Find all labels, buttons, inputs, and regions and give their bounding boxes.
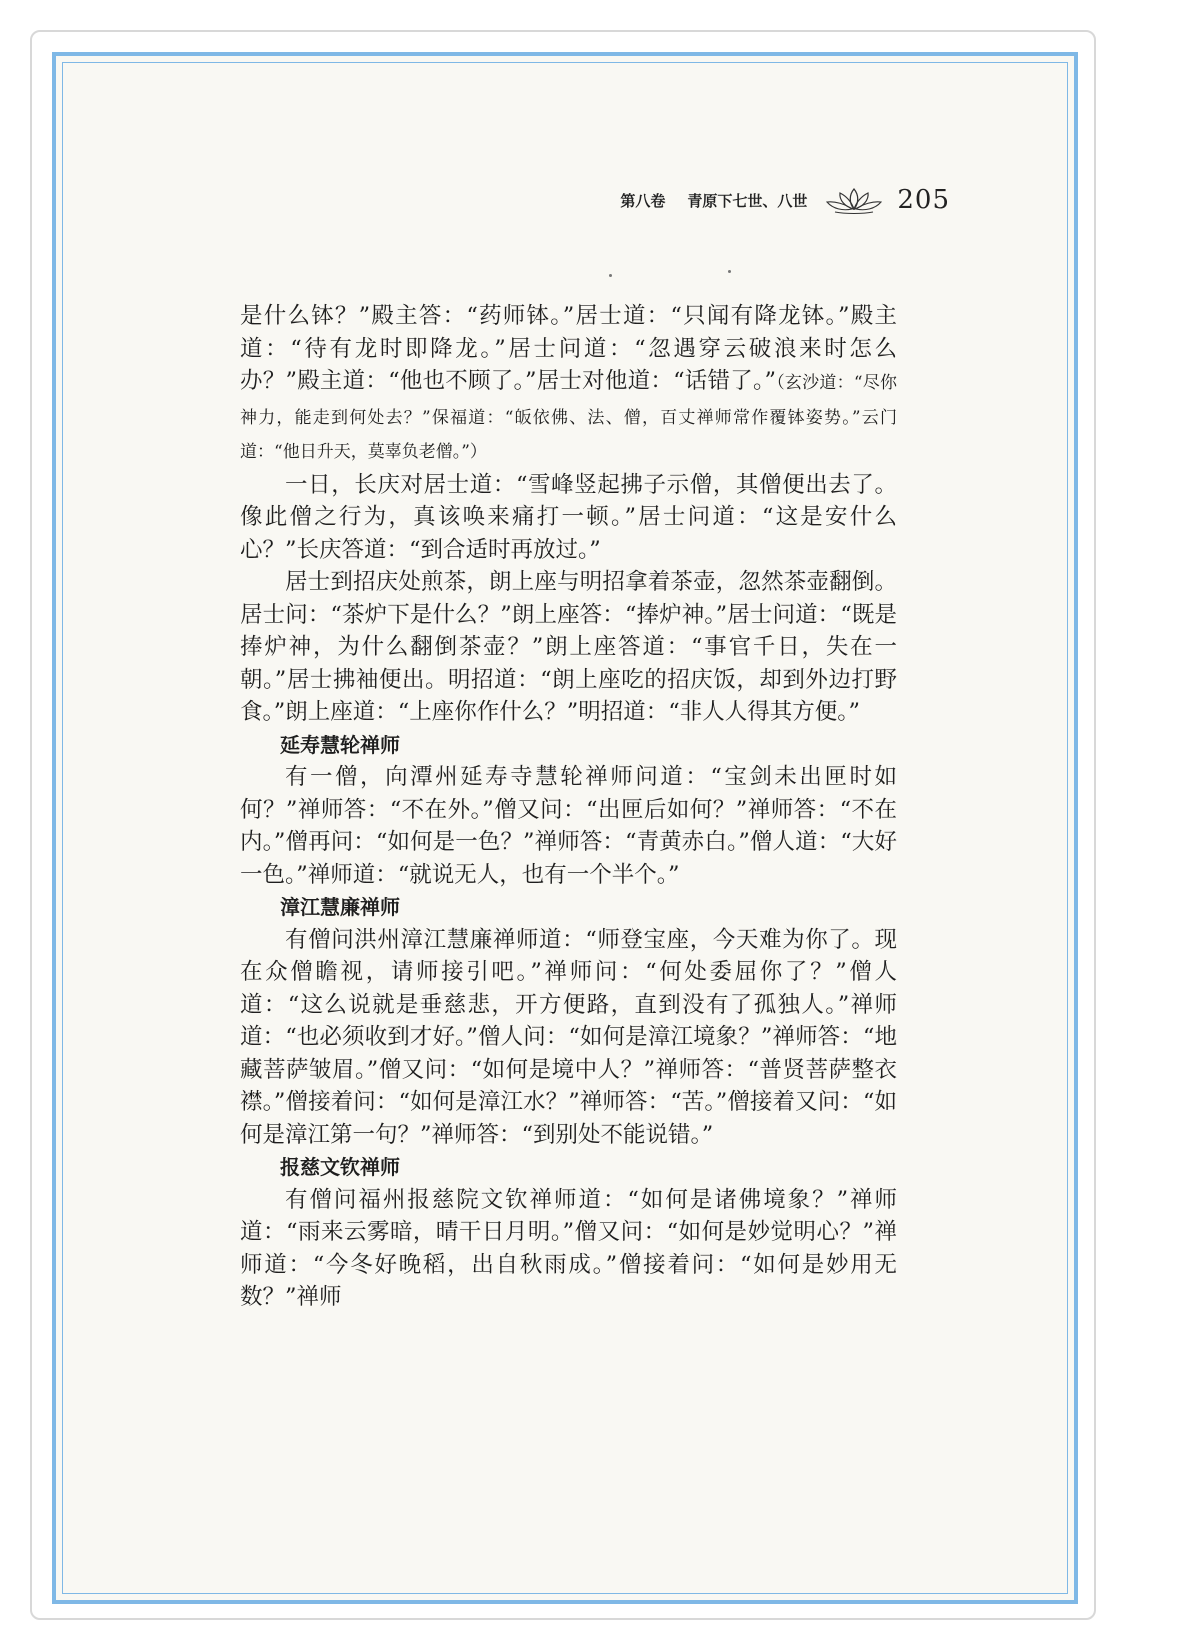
paragraph — [240, 300, 897, 469]
section-heading: 延寿慧轮禅师 — [280, 732, 400, 757]
chapter-title: 青原下七世、八世 — [687, 191, 808, 210]
paragraph: 居士到招庆处煎茶，朗上座与明招拿着茶壶，忽然茶壶翻倒。居士问：“茶炉下是什么？”朗上座答：“捧炉神。”居士问道：“既是捧炉神，为什么翻倒茶壶？”朗上座答道：“事官千日，失在一朝。”居士拂袖便出。明招道：“朗上座吃的招庆饭，却到外边打野食。”朗上座道：“上座你作什么？”明招道：“非人人得其方便。” — [240, 569, 897, 725]
speck — [609, 274, 612, 277]
running-header — [600, 185, 950, 215]
volume-label: 第八卷 — [620, 191, 666, 210]
page-number: 205 — [897, 185, 950, 215]
lotus-icon — [825, 185, 883, 215]
paragraph: 有一僧，向潭州延寿寺慧轮禅师问道：“宝剑未出匣时如何？”禅师答：“不在外。”僧又问：“出匣后如何？”禅师答：“不在内。”僧再问：“如何是一色？”禅师答：“青黄赤白。”僧人道：“大好一色。”禅师道：“就说无人，也有一个半个。” — [240, 764, 897, 888]
paragraph-text: 是什么钵？”殿主答：“药师钵。”居士道：“只闻有降龙钵。”殿主道：“待有龙时即降龙。”居士问道：“忽遇穿云破浪来时怎么办？”殿主道：“他也不顾了。”居士对他道：“话错了。” — [240, 303, 897, 394]
section-heading: 报慈文钦禅师 — [280, 1155, 400, 1179]
annotation-note: （玄沙道：“尽你神力，能走到何处去？”保福道：“皈依佛、法、僧，百丈禅师常作覆钵姿势。”云门道：“他日升天，莫辜负老僧。”） — [240, 373, 897, 462]
section-heading: 漳江慧廉禅师 — [280, 895, 400, 919]
speck — [728, 270, 731, 273]
paragraph: 有僧问福州报慈院文钦禅师道：“如何是诸佛境象？”禅师道：“雨来云雾暗，晴干日月明。”僧又问：“如何是妙觉明心？”禅师道：“今冬好晚稻，出自秋雨成。”僧接着问：“如何是妙用无数？”禅师 — [240, 1186, 897, 1310]
paragraph: 一日，长庆对居士道：“雪峰竖起拂子示僧，其僧便出去了。像此僧之行为，真该唤来痛打一顿。”居士问道：“这是安什么心？”长庆答道：“到合适时再放过。” — [240, 471, 897, 563]
paragraph: 有僧问洪州漳江慧廉禅师道：“师登宝座，今天难为你了。现在众僧瞻视，请师接引吧。”禅师问：“何处委屈你了？”僧人道：“这么说就是垂慈悲，开方便路，直到没有了孤独人。”禅师道：“也必须收到才好。”僧人问：“如何是漳江境象？”禅师答：“地藏菩萨皱眉。”僧又问：“如何是境中人？”禅师答：“普贤菩萨整衣襟。”僧接着问：“如何是漳江水？”禅师答：“苦。”僧接着又问：“如何是漳江第一句？”禅师答：“到别处不能说错。” — [240, 926, 897, 1148]
body-text — [240, 300, 897, 1314]
